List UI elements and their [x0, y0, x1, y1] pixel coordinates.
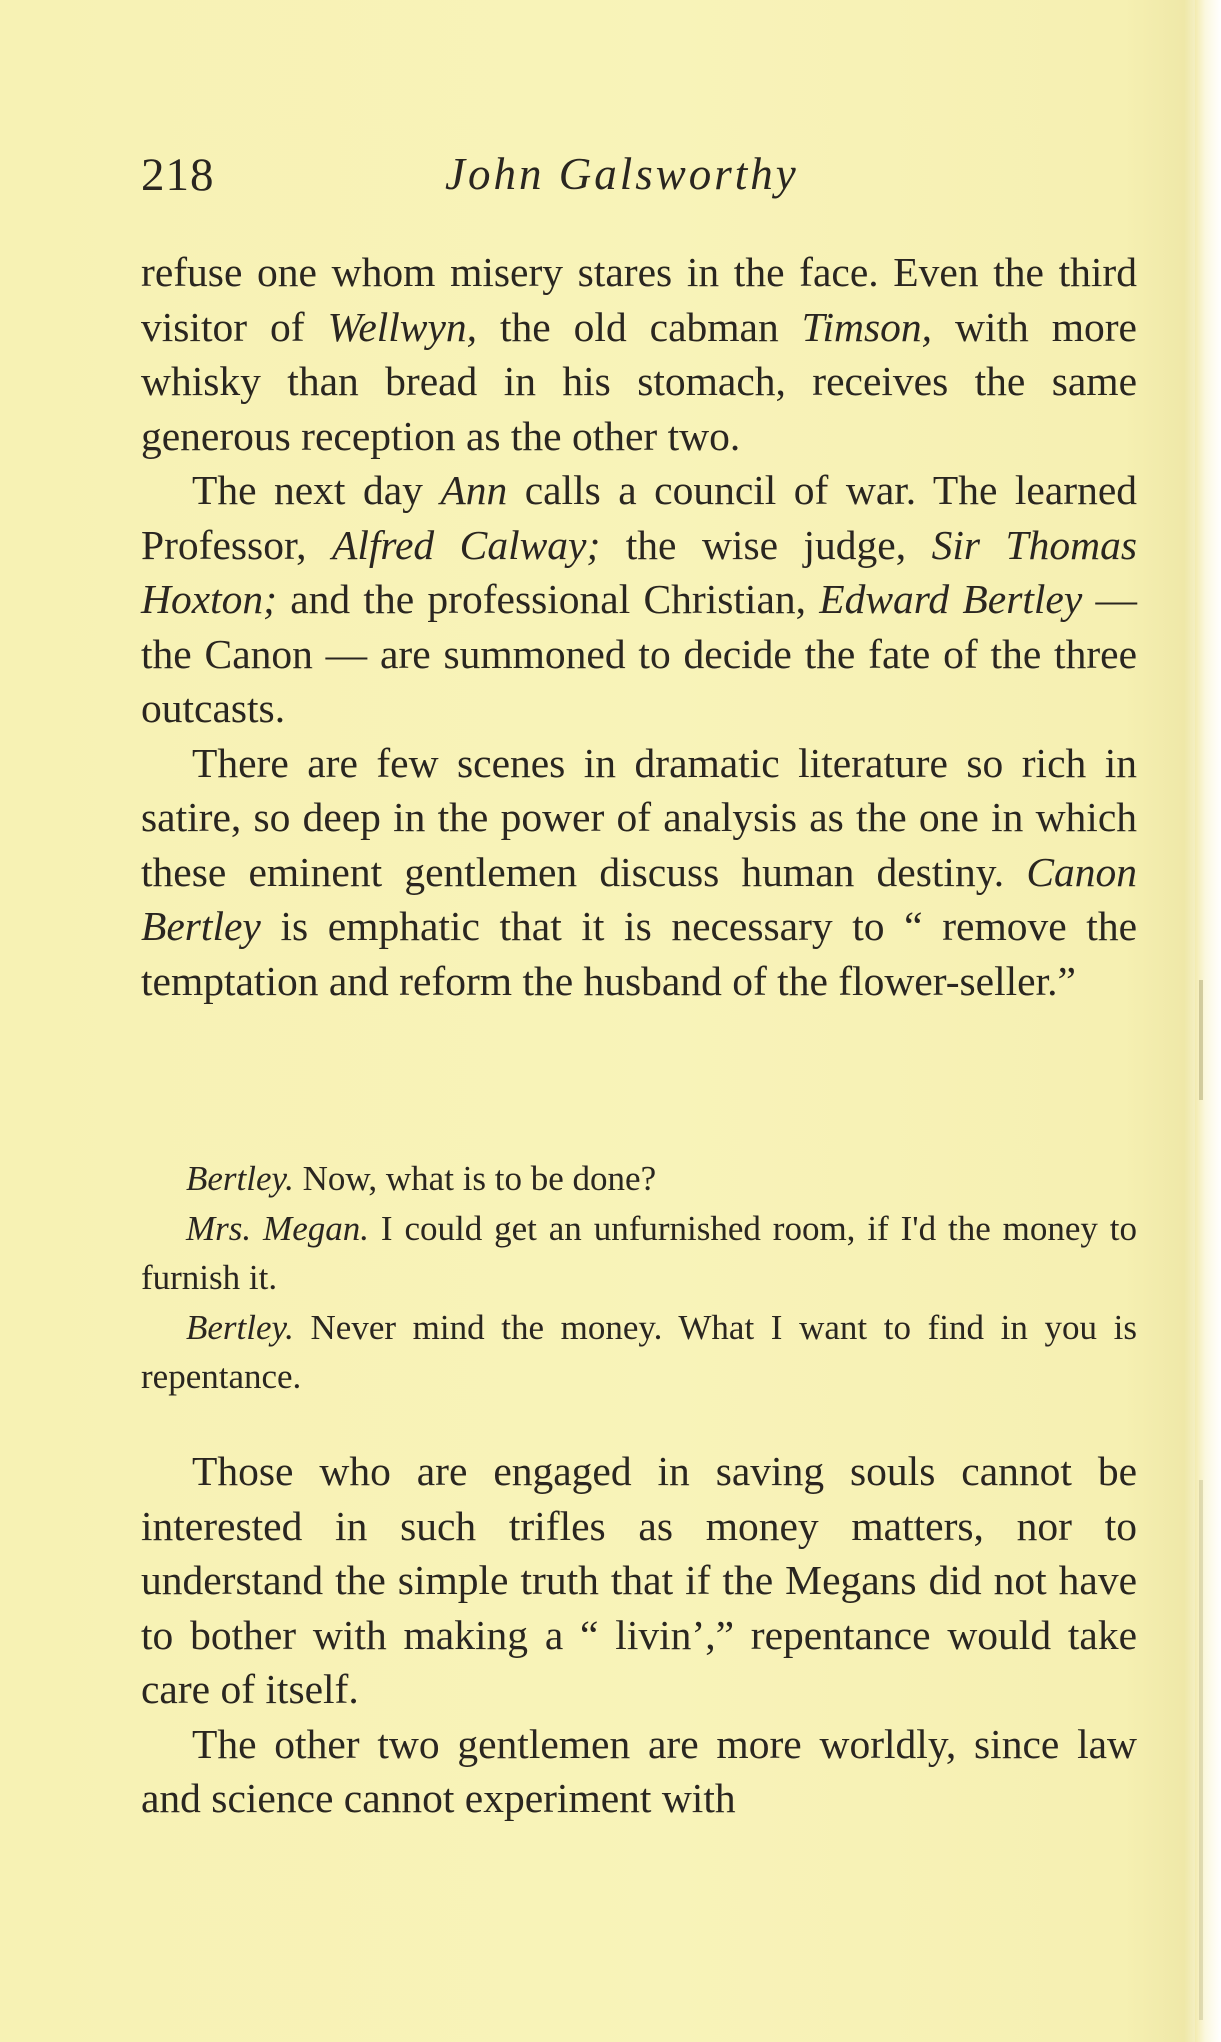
text-run: and the professional Christian,	[277, 576, 820, 622]
character-name: Timson,	[801, 303, 932, 350]
text-run: Those who are engaged in saving souls cannot be interested in such trifles as money matters, nor to understand the simple truth that if the Megans did not have to bother with making a “ livin’,” repentance would take care of itself.	[141, 1448, 1137, 1712]
dialogue-line	[141, 1303, 1137, 1401]
text-run: is emphatic that it is necessary to “ remove the temptation and reform the husband of the flower-seller.”	[141, 903, 1137, 1004]
speaker-name: Bertley.	[186, 1308, 294, 1347]
character-name: Sir Thomas Hoxton;	[141, 521, 1137, 622]
body-text-bottom	[141, 1444, 1137, 1826]
text-run: the old cabman	[477, 303, 802, 350]
paragraph	[141, 1444, 1137, 1717]
text-run: — the Canon — are summoned to decide the fate of the three outcasts.	[141, 576, 1138, 731]
running-title: John Galsworthy	[445, 149, 799, 199]
paragraph	[141, 1717, 1137, 1826]
character-name: Alfred Calway;	[331, 521, 601, 568]
text-run: refuse one whom misery stares in the face. Even the third visitor of	[141, 249, 1137, 350]
text-run: with more whisky than bread in his stomach, receives the same generous reception as the other two.	[141, 303, 1137, 459]
text-run: The other two gentlemen are more worldly, since law and science cannot experiment with	[141, 1720, 1137, 1821]
character-name: Ann	[440, 467, 508, 513]
dialogue-text: Now, what is to be done?	[293, 1159, 657, 1198]
paragraph	[141, 245, 1137, 463]
paragraph	[141, 463, 1137, 736]
dialogue-text: I could get an unfurnished room, if I'd the money to furnish it.	[141, 1209, 1138, 1297]
running-head	[141, 148, 1141, 208]
dialogue-line	[141, 1204, 1137, 1302]
text-run: calls a council of war. The learned Professor,	[141, 467, 1137, 568]
body-text-top	[141, 245, 1137, 1008]
dialogue-extract	[141, 1154, 1137, 1401]
dialogue-text: Never mind the money. What I want to find in you is repentance.	[141, 1308, 1137, 1396]
speaker-name: Mrs. Megan.	[186, 1209, 369, 1248]
page-edge-mark	[1199, 980, 1203, 1100]
character-name: Edward Bertley	[819, 576, 1083, 622]
page-edge-mark	[1199, 1480, 1203, 2020]
character-name: Canon Bertley	[141, 848, 1137, 949]
dialogue-line	[141, 1154, 1137, 1203]
speaker-name: Bertley.	[186, 1159, 294, 1198]
character-name: Wellwyn,	[327, 303, 478, 350]
page-number: 218	[141, 149, 215, 201]
text-run: There are few scenes in dramatic literature so rich in satire, so deep in the power of analysis as the one in which these eminent gentlemen discuss human destiny.	[141, 739, 1137, 895]
text-run: the wise judge,	[600, 521, 932, 568]
paragraph	[141, 736, 1137, 1009]
text-run: The next day	[192, 467, 441, 513]
